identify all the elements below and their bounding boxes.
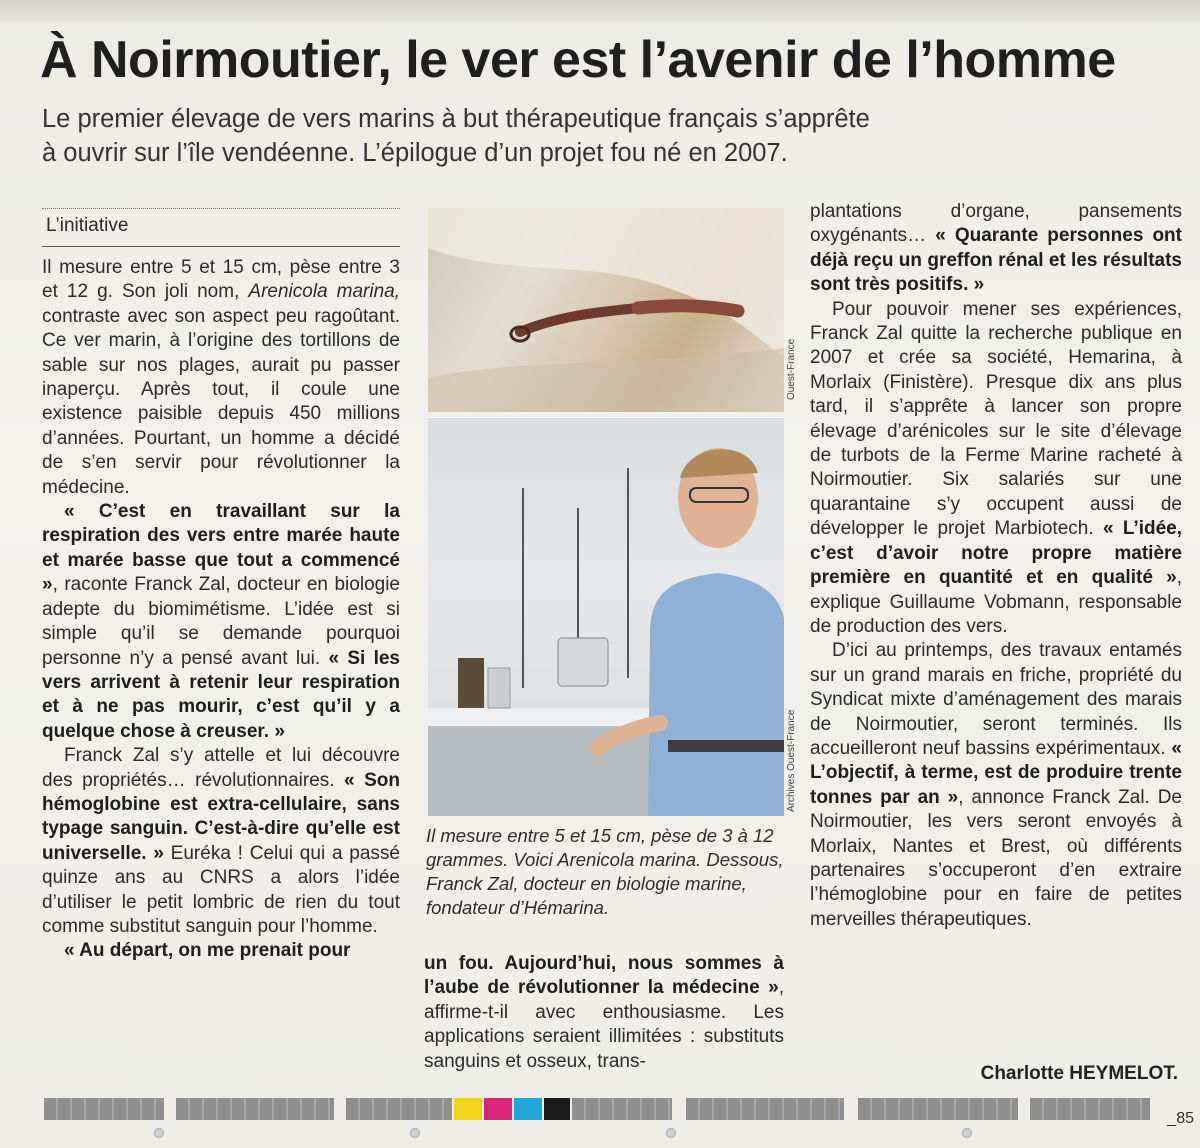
photo-credit-1: Ouest-France xyxy=(786,338,797,400)
article-column-2 xyxy=(424,952,784,1074)
cyan-patch xyxy=(514,1098,542,1120)
text-run: , annonce Franck Zal. De Noirmoutier, les vers seront envoyés à Morlaix, Nantes et Brest, où différents partenaires s’occuperont d’en extraire l’hémoglobine pour en faire de petites merveilles thérapeutiques. xyxy=(810,786,1183,930)
standfirst-line-2: à ouvrir sur l’île vendéenne. L’épilogue d’un projet fou né en 2007. xyxy=(42,139,788,167)
paragraph xyxy=(42,500,400,744)
quote: « Son hémoglobine est extra-cellulaire, sans typage sanguin. C’est-à-dire qu’elle est universelle. » xyxy=(42,769,400,864)
quote: « Au départ, on me prenait pour xyxy=(64,940,351,962)
photo-credit-2: Archives Ouest-France xyxy=(786,709,797,812)
species-name: Arenicola marina, xyxy=(248,281,401,303)
lugworm-illustration xyxy=(428,208,784,412)
quote: « L’objectif, à terme, est de produire trente tonnes par an » xyxy=(810,737,1182,808)
quote: « C’est en travaillant sur la respiration des vers entre marée haute et marée basse que tout a commencé » xyxy=(42,501,400,596)
headline: À Noirmoutier, le ver est l’avenir de l’homme xyxy=(40,31,1116,89)
standfirst-line-1: Le premier élevage de vers marins à but thérapeutique français s’apprête xyxy=(42,105,870,133)
text-run: Euréka ! Celui qui a passé quinze ans au CNRS a alors l’idée d’utiliser le petit lombric de rien du tout comme substitut sanguin pour l’homme. xyxy=(42,842,400,937)
magenta-patch xyxy=(484,1098,512,1120)
paragraph xyxy=(810,639,1182,932)
section-kicker: L’initiative xyxy=(46,215,129,236)
text-run: plantations d’organe, pansements oxygénants… xyxy=(810,201,1182,247)
article-column-1 xyxy=(42,256,400,964)
black-patch xyxy=(544,1098,570,1120)
paragraph xyxy=(810,200,1182,298)
byline: Charlotte HEYMELOT. xyxy=(980,1063,1178,1084)
text-run: Pour pouvoir mener ses expériences, Franck Zal quitte la recherche publique en 2007 et crée sa société, Hemarina, à Morlaix (Finistère). Presque dix ans plus tard, il s’apprête à lancer son propre élevage d’arénicoles sur le site d’élevage de turbots de la Ferme Marine racheté à Noirmoutier. Six salariés sur une quarantaine s’y occupent aussi de développer le projet Marbiotech. xyxy=(810,298,1182,540)
hole-mark xyxy=(666,1128,676,1138)
photo-caption: Il mesure entre 5 et 15 cm, pèse de 3 à 12 grammes. Voici Arenicola marina. Dessous, Franck Zal, docteur en biologie marine, fondateur d’Hémarina. xyxy=(426,825,784,918)
text-run: contraste avec son aspect peu ragoûtant. Ce ver marin, à l’origine des tortillons de sable sur nos plages, aurait pu passer inaperçu. Après tout, il coule une existence paisible depuis 450 millions d’années. Pourtant, un homme a décidé de s’en servir pour révolutionner la médecine. xyxy=(42,305,400,498)
text-run: , explique Guillaume Vobmann, responsable de production des vers. xyxy=(810,567,1182,637)
kicker-rule-top xyxy=(42,208,400,209)
quote: « Quarante personnes ont déjà reçu un greffon rénal et les résultats sont très positifs. » xyxy=(810,225,1182,296)
text-run: D’ici au printemps, des travaux entamés sur un grand marais en friche, propriété du Syndicat mixte d’aménagement des marais de Noirmoutier, seront terminés. Ils accueilleront neuf bassins expérimentaux. xyxy=(810,640,1182,759)
grey-patch xyxy=(686,1098,844,1120)
paragraph xyxy=(42,744,400,939)
standfirst xyxy=(42,102,1062,170)
previous-page-edge xyxy=(0,0,1200,22)
page-number: _85 xyxy=(1167,1110,1194,1127)
yellow-patch xyxy=(454,1098,482,1120)
grey-patch xyxy=(44,1098,164,1120)
quote: « L’idée, c’est d’avoir notre propre matière première en quantité et en qualité » xyxy=(810,518,1182,589)
hole-mark xyxy=(962,1128,972,1138)
portrait-photo xyxy=(428,418,784,816)
grey-patch xyxy=(858,1098,1018,1120)
grey-patch xyxy=(1030,1098,1150,1120)
text-run: Il mesure entre 5 et 15 cm, pèse entre 3 et 12 g. Son joli nom, xyxy=(42,257,400,303)
text-run: , affirme-t-il avec enthousiasme. Les applications seraient illimitées : substituts sanguins et osseux, trans- xyxy=(424,977,784,1072)
grey-patch xyxy=(176,1098,334,1120)
quote: « Si les vers arrivent à retenir leur respiration et à ne pas mourir, c’est qu’il y a quelque chose à creuser. » xyxy=(42,647,400,742)
grey-patch xyxy=(572,1098,672,1120)
paragraph xyxy=(810,298,1182,640)
quote: un fou. Aujourd’hui, nous sommes à l’aube de révolutionner la médecine » xyxy=(424,953,784,999)
worm-photo xyxy=(428,208,784,412)
hole-mark xyxy=(154,1128,164,1138)
paragraph xyxy=(42,939,400,963)
kicker-rule-bottom xyxy=(42,246,400,247)
lab-portrait-illustration xyxy=(428,418,784,816)
paragraph xyxy=(42,256,400,500)
text-run: , raconte Franck Zal, docteur en biologie adepte du biomimétisme. L’idée est si simple qu’il se demande pourquoi personne n’y a pensé avant lui. xyxy=(42,574,400,669)
paragraph xyxy=(424,952,784,1074)
grey-patch xyxy=(346,1098,452,1120)
hole-mark xyxy=(410,1128,420,1138)
text-run: Franck Zal s’y attelle et lui découvre des propriétés… révolutionnaires. xyxy=(42,745,400,791)
article-column-3 xyxy=(810,200,1182,932)
